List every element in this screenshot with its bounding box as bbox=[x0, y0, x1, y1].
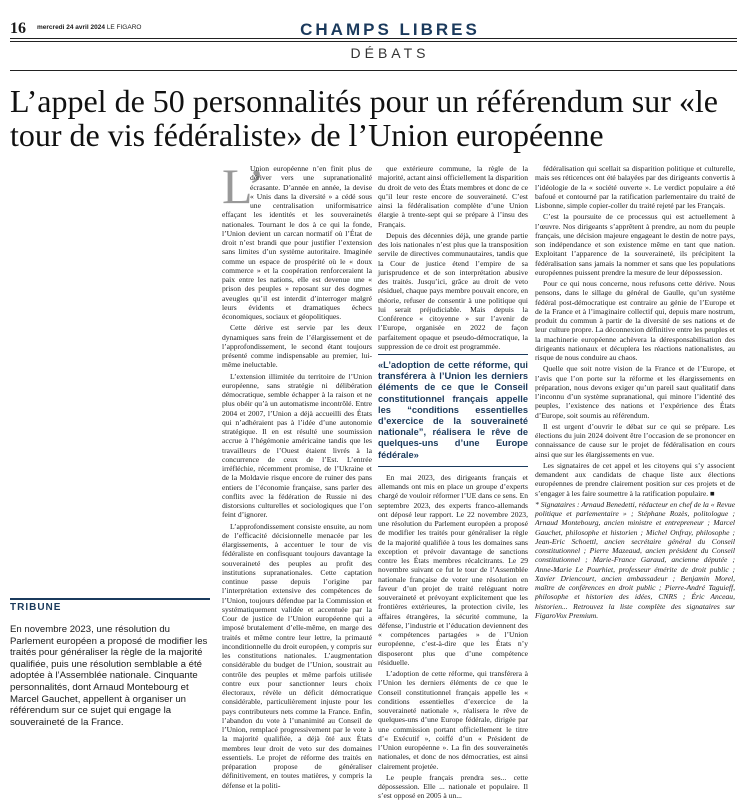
header-rule bbox=[10, 38, 737, 39]
paragraph: En mai 2023, des dirigeants français et allemands ont mis en place un groupe d’experts chargé de vouloir réformer l’UE dans ce sens. En septembre 2023, des experts franco-allemands ont déposé leur rapport. Le 22 novembre 2023, une résolution du Parlement européen a proposé de modifier les traités pour généraliser la règle de la majorité qualifiée à tous les domaines sans exception et prévoir davantage de sanctions contre les États membres récalcitrants. Le 29 novembre suivant ce fut le tour de l’Assemblée nationale française de voter une résolution en faveur d’un projet de traité reléguant notre souveraineté et prévoyant explicitement que les frontières extérieures, la protection civile, les affaires étrangères, la sécurité commune, la défense, l’industrie et l’éducation deviennent des « compétences partagées » de l’Union européenne, c’est-à-dire que les États n’y disposeront plus que d’une compétence résiduelle. bbox=[378, 472, 528, 667]
page-number: 16 bbox=[10, 20, 26, 37]
paragraph: fédéralisation qui scellait sa disparition politique et culturelle, mais ses réticences ont été balayées par des dirigeants convertis à l’idéologie de la « société ouverte ». Le verdict populaire a été bafoué et contourné par la ratification parlementaire du traité de Lisbonne, simple copier-coller du traité rejeté par les Français. bbox=[535, 164, 735, 210]
tribune-label: TRIBUNE bbox=[10, 602, 62, 613]
section-title: CHAMPS LIBRES bbox=[300, 20, 480, 39]
tribune-intro: En novembre 2023, une résolution du Parlement européen a proposé de modifier les traités pour généraliser la règle de la majorité qualifiée, puis une résolution semblable a été adoptée à l’Assemblée nationale. Cinquante personnalités, dont Arnaud Montebourg et Marcel Gauchet, appellent à organiser un référendum sur ce sujet qui engage la souveraineté de la France. bbox=[10, 624, 208, 728]
paragraph: Le peuple français prendra ses... cette dépossession. Elle ... nationale et populaire. Il s’est opposé en 2005 à un... bbox=[378, 772, 528, 801]
article-column-1 bbox=[222, 158, 372, 790]
article-column-3 bbox=[535, 164, 735, 744]
paragraph: L’adoption de cette réforme, qui transférera à l’Union les derniers éléments de ce que le Conseil constitutionnel français appelle les « conditions essentielles d’exercice de la souveraineté nationale », réalisera le rêve de quelques-uns d’une Europe fédérale, dirigée par une commission portant officiellement le titre d’« Exécutif », coiffé d’un « Président de l’Union européenne ». La fin des souverainetés nationales, et donc de nos démocraties, est ainsi clairement projetée. bbox=[378, 669, 528, 771]
headline: L’appel de 50 personnalités pour un référendum sur «le tour de vis fédéraliste» de l’Union européenne bbox=[10, 83, 718, 153]
paragraph: L’extension illimitée du territoire de l’Union européenne, sans stratégie ni délibération démocratique, semble échapper à la raison et ne plus obéir qu’à un automatisme incontrôlé. Entre 2004 et 2007, l’Union a déjà accueilli des États qui n’adhéraient pas à l’idée d’une autonomie stratégique. Il en est résulté une soumission accrue à l’hégémonie américaine tandis que les travailleurs de l’Ouest étaient livrés à la concurrence de ceux de l’Est. L’entrée irréfléchie, récemment promise, de l’Ukraine et de la Moldavie risque encore de ruiner des pans entiers de l’économie française, sans parler des conflits avec la fédération de Russie ni des distorsions culturelles et sociologiques que l’on feint d’ignorer. bbox=[222, 371, 372, 520]
paragraph: Il est urgent d’ouvrir le débat sur ce qui se prépare. Les élections du juin 2024 doivent être l’occasion de se prononcer en connaissance de cause sur le projet de fédéralisation en cours ainsi que sur les élargissements en vue. bbox=[535, 421, 735, 459]
paragraph: C’est la poursuite de ce processus qui est actuellement à l’œuvre. Nos dirigeants s’apprêtent à prendre, au nom du peuple français, une décision majeure engageant le destin de notre pays, son indépendance et son existence même en tant que nation. Exploitant l’apparence de la souveraineté, ils précipitent la fédéralisation sans jamais la nommer et sans que les populations européennes puissent prendre la mesure de leur dépossession. bbox=[535, 212, 735, 277]
paragraph: L’approfondissement consiste ensuite, au nom de l’efficacité décisionnelle menacée par les élargissements, à accentuer le tour de vis fédéraliste en confisquant toujours davantage la souveraineté des peuples au profit des institutions supranationales. Cette captation continue passe depuis l’origine par l’interprétation extensive des compétences de l’Union, toujours défendue par la Commission et systématiquement validée et accentuée par la Cour de justice de l’Union européenne qui a imposé brutalement d’elle-même, en marge des traités et même contre leur lettre, la primauté inconditionnelle du droit européen, y compris sur les constitutions nationales. L’augmentation considérable du budget de l’Union, soustrait au contrôle des peuples et même parfois utilisée contre eux pour sanctionner leurs choix électoraux, révèle un déficit démocratique considérable, particulièrement injuste pour les pays contributeurs nets comme la France. Enfin, l’abandon du vote à l’unanimité au Conseil de l’Union, remplacé progressivement par le vote à la majorité qualifiée, a déjà ôté aux États membres leur droit de veto sur des domaines essentiels. Le projet de réforme des traités en préparation propose de généraliser définitivement, en toutes matières, y compris la défense et la politi- bbox=[222, 521, 372, 790]
paragraph: Cette dérive est servie par les deux dynamiques sans frein de l’élargissement et de l’approfondissement, le second étant toujours présenté comme indispensable au premier, lui-même ineluctable. bbox=[222, 323, 372, 370]
subsection-title: DÉBATS bbox=[350, 45, 430, 61]
article-column-2 bbox=[378, 164, 528, 801]
pull-quote: «L’adoption de cette réforme, qui transférera à l’Union les derniers éléments de ce que le Conseil constitutionnel français appelle les “conditions essentielles d’exercice de la souveraineté nationale”, réalisera le rêve de quelques-uns d’une Europe fédérale» bbox=[378, 354, 528, 467]
paragraph: Union européenne n’en finit plus de dériver vers une supranationalité écrasante. D’année en année, la devise « Unis dans la diversité » a cédé sous une centralisation uniformisatrice effaçant les identités et les souverainetés nationales. Tournant le dos à ce qui la fonde, l’Union devient un carcan normatif où l’État de droit n’est brandi que pour justifier l’extension sans limites d’un système autoritaire. Imaginée comme un espace de prospérité où le « doux commerce » et la coopération renforceraient la paix entre les nations, elle est devenue une « prison des peuples » reposant sur des dogmes aveugles qu’il est interdit d’interroger malgré leurs évidents et dramatiques échecs économiques, sociaux et géopolitiques. bbox=[222, 164, 372, 321]
paragraph: Pour ce qui nous concerne, nous refusons cette dérive. Nous pensons, dans le sillage du général de Gaulle, qu’un système fédéral post-démocratique est contraire au génie de l’Europe et de la France et à l’imaginaire collectif qui, depuis mare nostrum, produit du commun à partir de la diversité de ses nations et de leur culture propre. La déconnexion définitive entre les peuples et la machinerie européenne achèvera la déresponsabilisation des dirigeants nationaux et décuplera les réactions nationalistes, au risque de nous conduire au chaos. bbox=[535, 279, 735, 362]
drop-cap: L’ bbox=[222, 158, 265, 214]
tribune-rule bbox=[10, 598, 210, 600]
paragraph: Les signataires de cet appel et les citoyens qui s’y associent demandent aux candidats de chaque liste aux élections européennes de prendre clairement position sur ces projets et de s’engager à les faire soumettre à la ratification populaire. ■ bbox=[535, 460, 735, 498]
paragraph: Quelle que soit notre vision de la France et de l’Europe, et l’avis que l’on porte sur la réforme et les élargissements en préparation, nous devons exiger qu’un pareil saut qualitatif dans l’inconnu d’un système supranational, qui minore l’identité des peuples, l’existence des nations et l’expérience des États d’Europe, soit soumis au référendum. bbox=[535, 364, 735, 420]
signatories: * Signataires : Arnaud Benedetti, rédacteur en chef de la « Revue politique et parlementaire » ; Stéphane Rozès, politologue ; Arnaud Montebourg, ancien ministre et entrepreneur ; Marcel Gauchet, philosophe et historien ; Michel Onfray, philosophe ; Jean-Eric Schoettl, ancien secrétaire général du Conseil constitutionnel ; Pierre Mazeaud, ancien président du Conseil constitutionnel ; Marie-France Garaud, ancienne députée ; Anne-Marie Le Pourhiet, professeur émérite de droit public ; Xavier Driencourt, ancien ambassadeur ; Benjamin Morel, maître de conférences en droit public ; Pierre-André Taguieff, philosophe et historien des idées, CNRS ; Éric Anceau, historien... Retrouvez la liste complète des signataires sur FigaroVox Premium. bbox=[535, 499, 735, 620]
paragraph: Depuis des décennies déjà, une grande partie des lois nationales n’est plus que la transposition servile de directives communautaires, tandis que la Cour de justice étend l’empire de sa jurisprudence et de son interprétation abusive des traités. Jusqu’ici, grâce au droit de veto résiduel, chaque pays membre pouvait encore, en théorie, refuser de consentir à une politique qui lui serait préjudiciable. Mais depuis la Conférence « citoyenne » sur l’avenir de l’Europe, organisée en 2022 de façon parfaitement opaque et pseudo-démocratique, la suppression de ce droit est programmée. bbox=[378, 230, 528, 351]
issue-date: mercredi 24 avril 2024 LE FIGARO bbox=[37, 24, 142, 31]
paragraph: que extérieure commune, la règle de la majorité, actant ainsi officiellement la disparition du droit de veto des États membres et donc de ce qu’il leur reste encore de souveraineté. C’est ainsi la fédéralisation complète d’une Union élargie à trente-sept qui se prépare à l’insu des Français. bbox=[378, 164, 528, 229]
header-rule-2 bbox=[10, 41, 737, 42]
subsection-rule bbox=[10, 70, 737, 71]
